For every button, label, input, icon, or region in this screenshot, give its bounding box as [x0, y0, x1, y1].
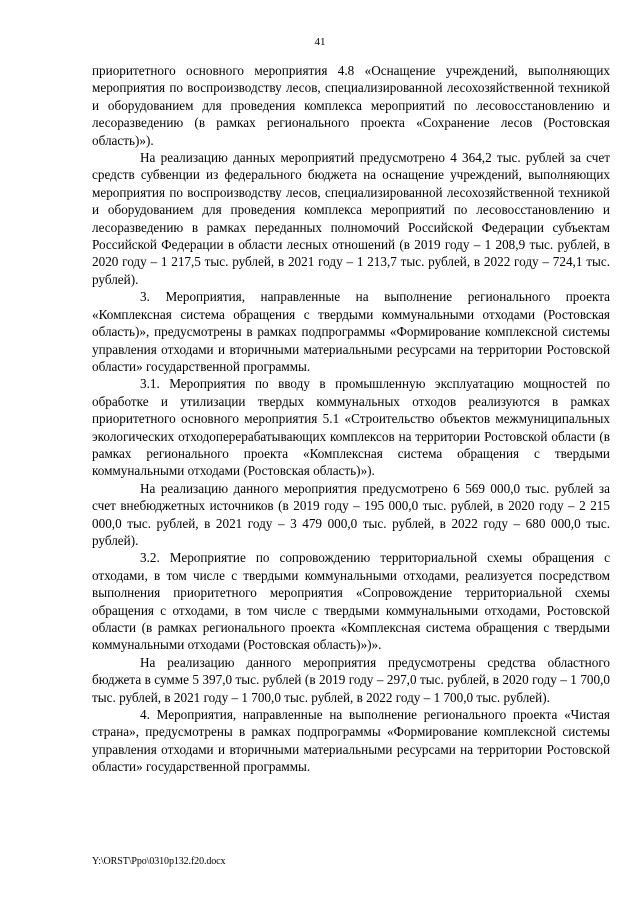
paragraph-funding-3-1: На реализацию данного мероприятия предусмотрено 6 569 000,0 тыс. рублей за счет внебюджетных источников (в 2019 году – 195 000,0 тыс. рублей, в 2020 году – 2 215 000,0 тыс. рублей, в 2021 году – 3 479 000,0 тыс. рублей, в 2022 году – 680 000,0 тыс. рублей). — [92, 480, 610, 548]
paragraph-continuation: приоритетного основного мероприятия 4.8 «Оснащение учреждений, выполняющих мероприятия по воспроизводству лесов, специализированной лесохозяйственной техникой и оборудованием для проведения комплекса мероприятий по лесовосстановлению и лесоразведению (в рамках регионального проекта «Сохранение лесов (Ростовская область)»). — [92, 63, 610, 148]
document-body — [92, 62, 610, 776]
paragraph-section-3-1: 3.1. Мероприятия по вводу в промышленную эксплуатацию мощностей по обработке и утилизации твердых коммунальных отходов реализуются в рамках приоритетного основного мероприятия 5.1 «Строительство объектов межмуниципальных экологических отходоперерабатывающих комплексов на территории Ростовской области (в рамках регионального проекта «Комплексная система обращения с твердыми коммунальными отходами (Ростовская область)»). — [92, 376, 610, 479]
paragraph-section-4: 4. Мероприятия, направленные на выполнение регионального проекта «Чистая страна», предусмотрены в рамках подпрограммы «Формирование комплексной системы управления отходами и вторичными материальными ресурсами на территории Ростовской области» государственной программы. — [92, 707, 610, 775]
footer-file-path: Y:\ORST\Ppo\0310p132.f20.docx — [92, 856, 226, 867]
page-number: 41 — [314, 36, 326, 48]
paragraph-section-3: 3. Мероприятия, направленные на выполнение регионального проекта «Комплексная система обращения с твердыми коммунальными отходами (Ростовская область)», предусмотрены в рамках подпрограммы «Формирование комплексной системы управления отходами и вторичными материальными ресурсами на территории Ростовской области» государственной программы. — [92, 289, 610, 374]
paragraph-funding-3-2: На реализацию данного мероприятия предусмотрены средства областного бюджета в сумме 5 397,0 тыс. рублей (в 2019 году – 297,0 тыс. рублей, в 2020 году – 1 700,0 тыс. рублей, в 2021 году – 1 700,0 тыс. рублей, в 2022 году – 1 700,0 тыс. рублей). — [92, 654, 610, 705]
paragraph-section-3-2: 3.2. Мероприятие по сопровождению территориальной схемы обращения с отходами, в том числе с твердыми коммунальными отходами, реализуется посредством выполнения приоритетного мероприятия «Сопровождение территориальной схемы обращения с отходами, в том числе с твердыми коммунальными отходами, Ростовской области (в рамках регионального проекта «Комплексная система обращения с твердыми коммунальными отходами (Ростовская область)»)». — [92, 550, 610, 653]
paragraph-funding-forest: На реализацию данных мероприятий предусмотрено 4 364,2 тыс. рублей за счет средств субвенции из федерального бюджета на оснащение учреждений, выполняющих мероприятия по воспроизводству лесов, специализированной лесохозяйственной техникой и оборудованием для проведения комплекса мероприятий по лесовосстановлению и лесоразведению в рамках переданных полномочий Российской Федерации субъектам Российской Федерации в области лесных отношений (в 2019 году – 1 208,9 тыс. рублей, в 2020 году – 1 217,5 тыс. рублей, в 2021 году – 1 213,7 тыс. рублей, в 2022 году – 724,1 тыс. рублей). — [92, 150, 610, 287]
